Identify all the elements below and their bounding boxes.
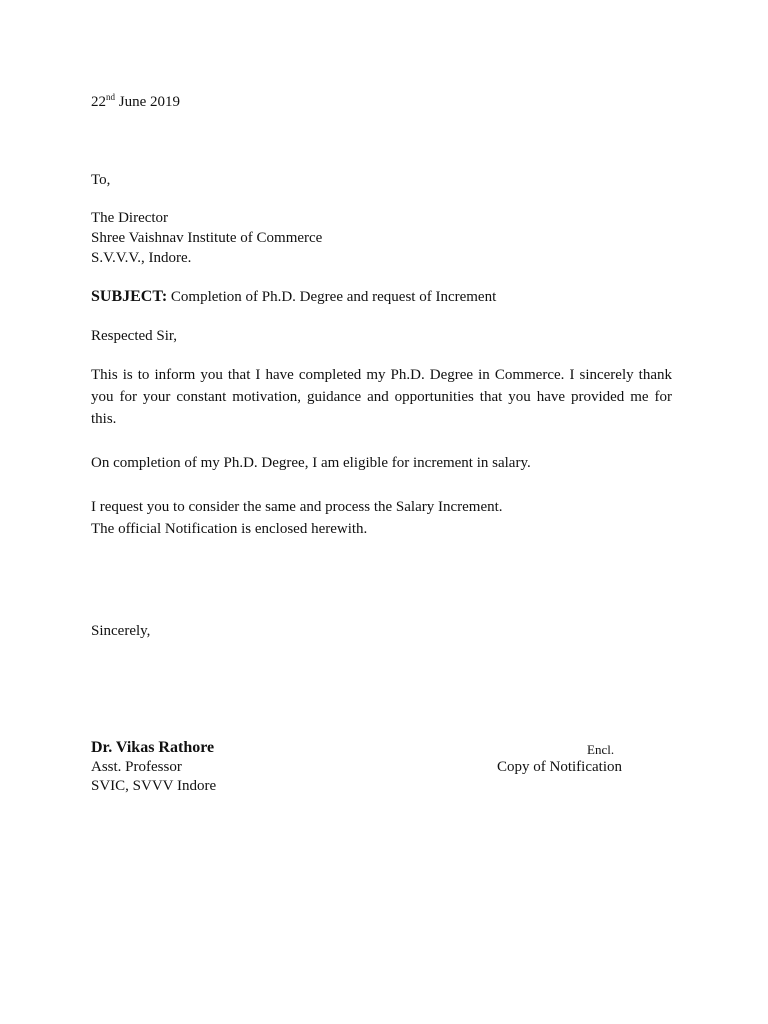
body-line: I request you to consider the same and process the Salary Increment. [91, 499, 503, 515]
subject-label: SUBJECT: [91, 288, 168, 305]
body-paragraph: On completion of my Ph.D. Degree, I am eligible for increment in salary. [91, 455, 531, 471]
to-line: To, [91, 172, 111, 188]
body-paragraph [91, 498, 503, 542]
subject-text: Completion of Ph.D. Degree and request of Increment [167, 289, 497, 305]
signature-title: Asst. Professor [91, 759, 182, 775]
date-month-year: June 2019 [115, 94, 180, 110]
date-ordinal-suffix: nd [106, 92, 115, 102]
subject-line [91, 287, 496, 307]
signature-name: Dr. Vikas Rathore [91, 739, 215, 756]
enclosure-item: Copy of Notification [497, 759, 622, 775]
recipient-address [91, 209, 322, 269]
salutation: Respected Sir, [91, 328, 178, 344]
recipient-line: S.V.V.V., Indore. [91, 250, 192, 266]
letter-date [91, 93, 180, 112]
recipient-line: The Director [91, 210, 169, 226]
signature-organization: SVIC, SVVV Indore [91, 778, 217, 794]
date-day: 22 [91, 94, 106, 110]
body-paragraph: This is to inform you that I have completed my Ph.D. Degree in Commerce. I sincerely thank you for your constant motivation, guidance and opportunities that you have provided me for this. [91, 367, 672, 427]
recipient-line: Shree Vaishnav Institute of Commerce [91, 230, 323, 246]
body-line: The official Notification is enclosed herewith. [91, 521, 368, 537]
enclosure-label: Encl. [587, 742, 615, 757]
closing: Sincerely, [91, 623, 151, 639]
